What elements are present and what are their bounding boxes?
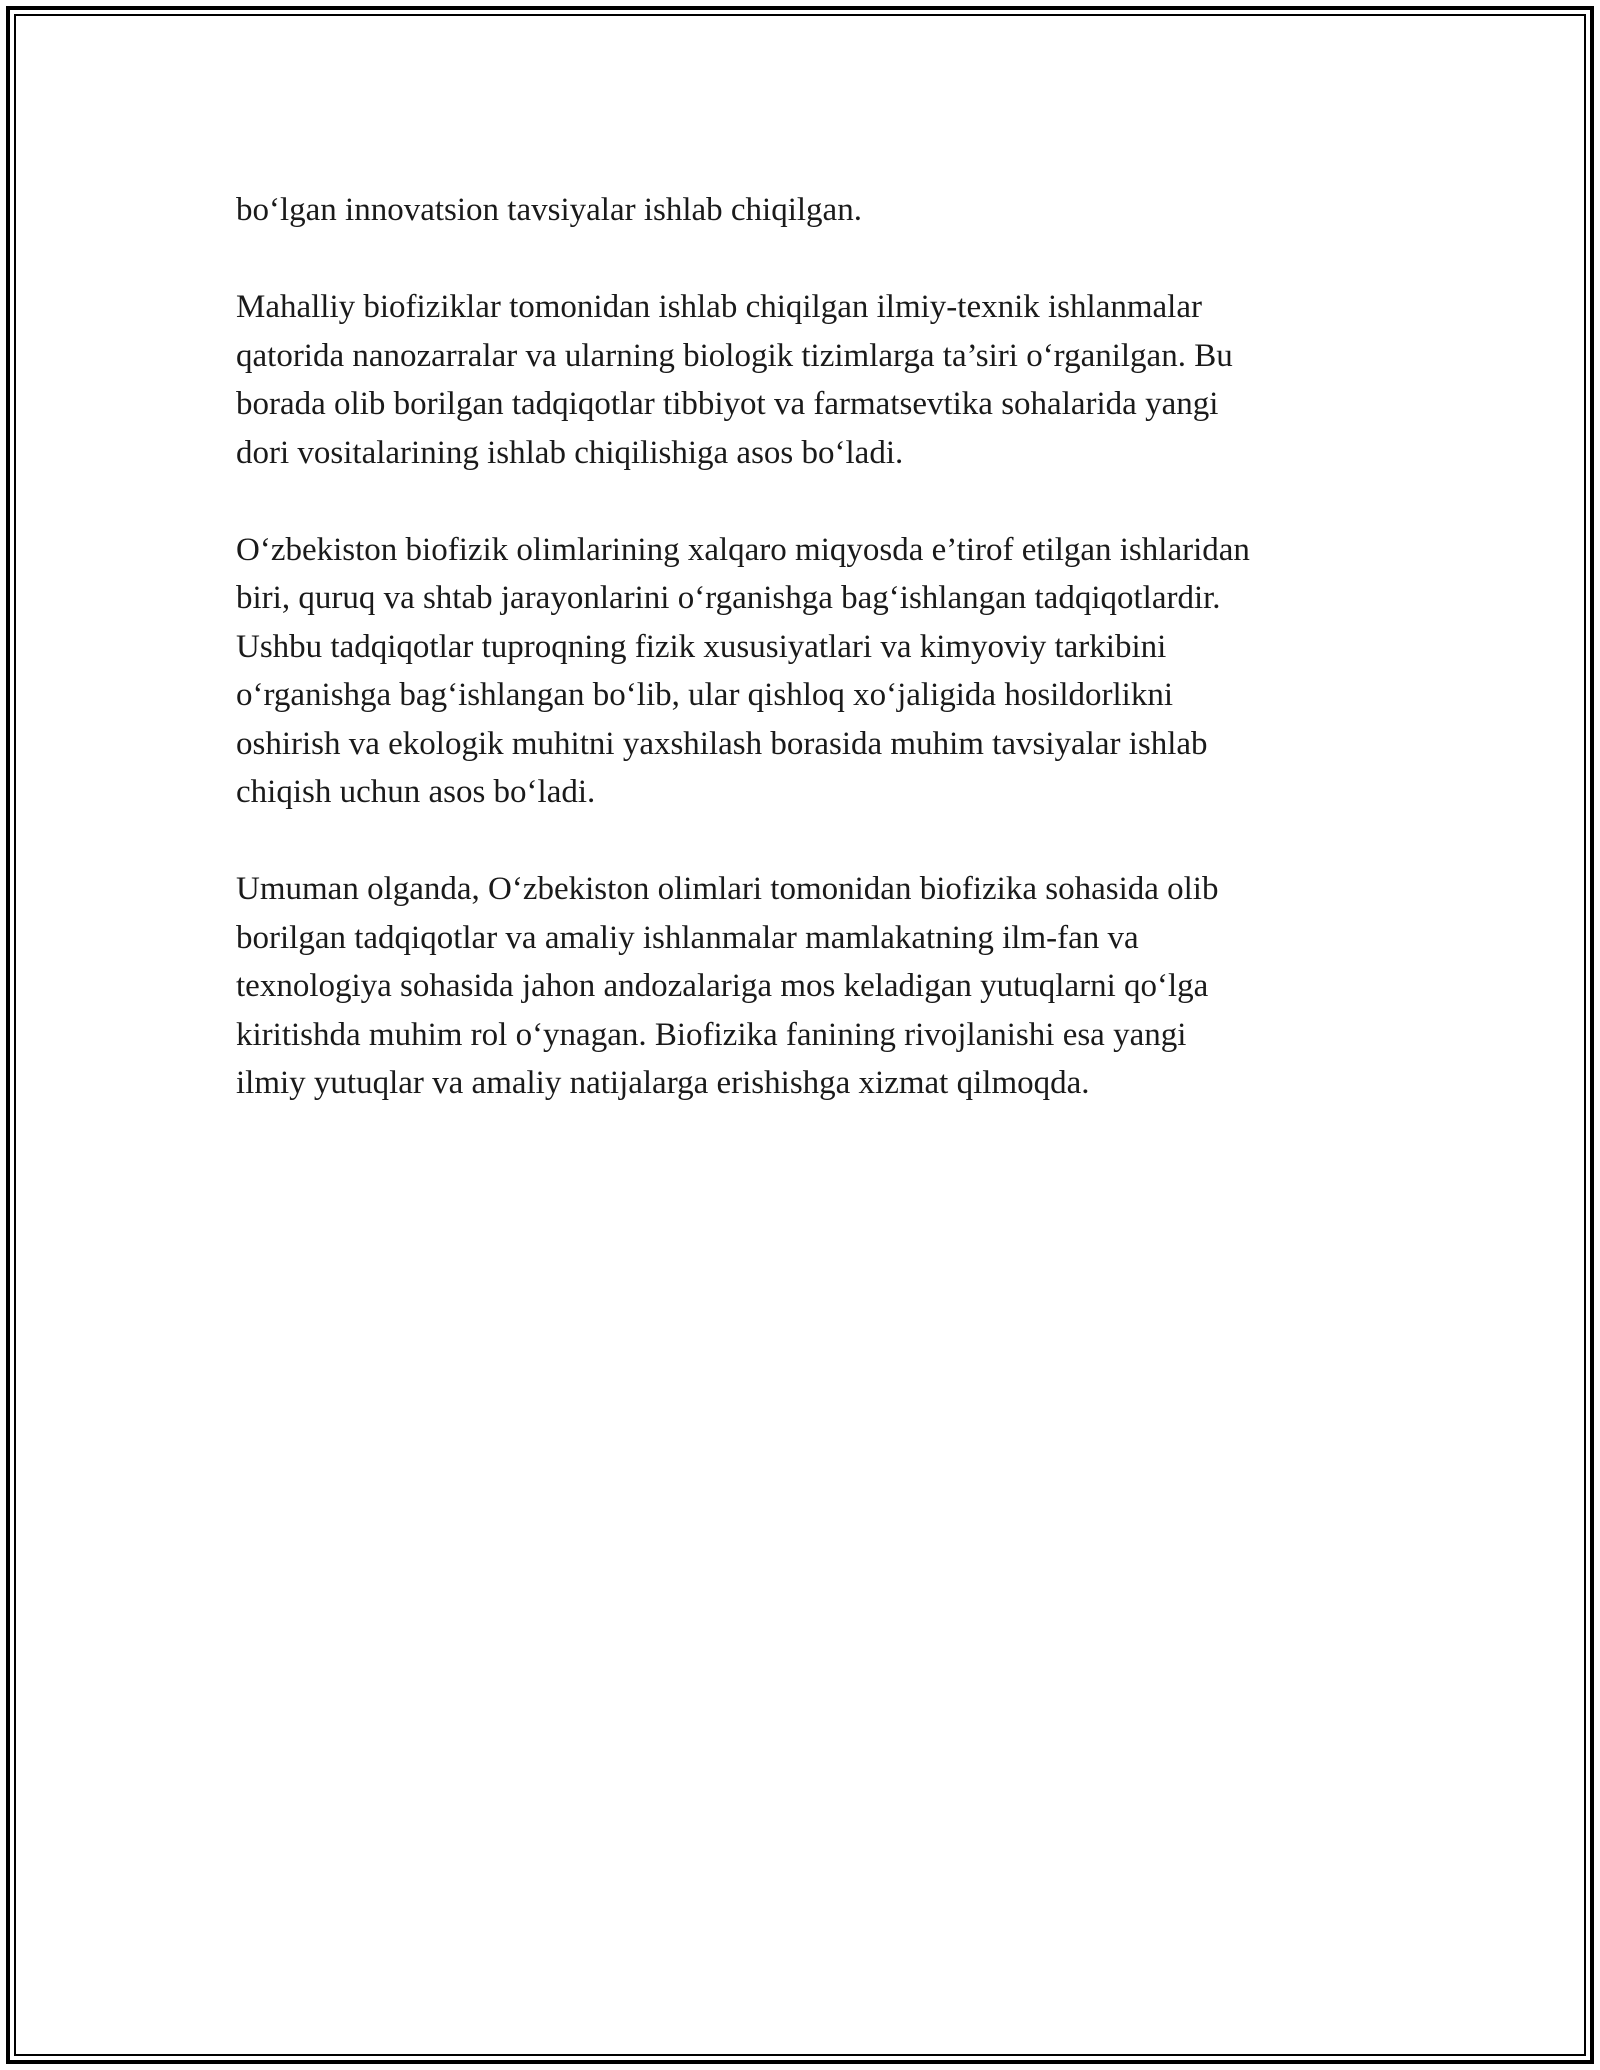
document-body xyxy=(236,186,1376,1108)
paragraph-nanoparticles: Mahalliy biofiziklar tomonidan ishlab chiqilgan ilmiy-texnik ishlanmalar qatorida nanozarralar va ularning biologik tizimlarga ta’siri o‘rganilgan. Bu borada olib borilgan tadqiqotlar tibbiyot va farmatsevtika sohalarida yangi dori vositalarining ishlab chiqilishiga asos bo‘ladi. xyxy=(236,289,1233,471)
paragraph-conclusion: Umuman olganda, O‘zbekiston olimlari tomonidan biofizika sohasida olib borilgan tadqiqotlar va amaliy ishlanmalar mamlakatning ilm-fan va texnologiya sohasida jahon andozalariga mos keladigan yutuqlarni qo‘lga kiritishda muhim rol o‘ynagan. Biofizika fanining rivojlanishi esa yangi ilmiy yutuqlar va amaliy natijalarga erishishga xizmat qilmoqda. xyxy=(236,871,1219,1101)
paragraph-soil-research: O‘zbekiston biofizik olimlarining xalqaro miqyosda e’tirof etilgan ishlaridan biri, quruq va shtab jarayonlarini o‘rganishga bag‘ishlangan tadqiqotlardir. Ushbu tadqiqotlar tuproqning fizik xususiyatlari va kimyoviy tarkibini o‘rganishga bag‘ishlangan bo‘lib, ular qishloq xo‘jaligida hosildorlikni oshirish va ekologik muhitni yaxshilash borasida muhim tavsiyalar ishlab chiqish uchun asos bo‘ladi. xyxy=(236,531,1250,810)
paragraph-continuation: bo‘lgan innovatsion tavsiyalar ishlab chiqilgan. xyxy=(236,192,862,228)
